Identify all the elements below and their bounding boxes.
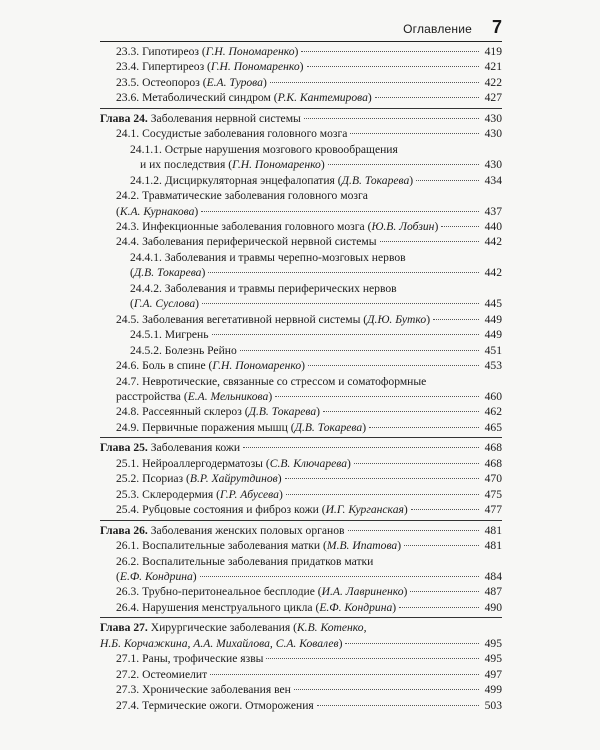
dot-leader xyxy=(243,447,479,448)
chapter-title: Заболевания женских половых органов xyxy=(150,523,345,537)
entry-author: Д.В. Токарева xyxy=(341,173,410,187)
entry-page: 442 xyxy=(484,235,502,249)
entry-number: 26.1. xyxy=(116,539,140,553)
entry-page: 462 xyxy=(484,405,502,419)
entry-title: Раны, трофические язвы xyxy=(142,652,264,666)
entry-page: 477 xyxy=(484,503,502,517)
entry-author: Е.Ф. Кондрина xyxy=(119,569,193,583)
entry-page: 434 xyxy=(484,173,502,187)
entry-number: 24.4. xyxy=(116,235,140,249)
entry-number: 23.6. xyxy=(116,91,140,105)
toc-entry[interactable]: 25.2. Псориаз (В.Р. Хайрутдинов) 470 xyxy=(116,472,502,486)
entry-number: 27.2. xyxy=(116,667,140,681)
toc-entry[interactable]: 23.4. Гипертиреоз (Г.Н. Пономаренко) 421 xyxy=(116,60,502,74)
dot-leader xyxy=(410,591,479,592)
entry-number: 27.3. xyxy=(116,683,140,697)
toc-entry[interactable]: 24.9. Первичные поражения мышц (Д.В. Токарева) 465 xyxy=(116,420,502,434)
entry-page: 497 xyxy=(484,667,502,681)
entry-page: 487 xyxy=(484,585,502,599)
dot-leader xyxy=(208,272,479,273)
entry-number: 24.9. xyxy=(116,420,140,434)
entry-page: 470 xyxy=(484,472,502,486)
toc-entry[interactable]: 24.1.2. Дисциркуляторная энцефалопатия (Д.В. Токарева) 434 xyxy=(130,173,502,187)
chapter-label: Глава 27. xyxy=(100,621,148,635)
header-title: Оглавление xyxy=(403,22,472,36)
dot-leader xyxy=(266,658,479,659)
entry-page: 449 xyxy=(484,312,502,326)
entry-page: 481 xyxy=(484,539,502,553)
dot-leader xyxy=(399,607,479,608)
toc-entry[interactable] xyxy=(100,698,502,713)
entry-author: И.Г. Курганская xyxy=(325,503,404,517)
entry-title: Нейроаллергодерматозы xyxy=(142,456,263,470)
dot-leader xyxy=(441,226,479,227)
entry-title-cont: расстройства xyxy=(116,389,181,403)
dot-leader xyxy=(350,133,479,134)
dot-leader xyxy=(411,509,479,510)
toc-chapter-24[interactable] xyxy=(100,111,502,126)
dot-leader xyxy=(323,411,479,412)
entry-author: М.В. Ипатова xyxy=(326,539,398,553)
dot-leader xyxy=(301,51,479,52)
entry-number: 24.1.2. xyxy=(130,173,162,187)
entry-author: Г.Н. Пономаренко xyxy=(210,60,300,74)
dot-leader xyxy=(328,164,479,165)
entry-number: 25.2. xyxy=(116,472,140,486)
entry-title: 24.1.1. Острые нарушения мозгового кровообращения xyxy=(130,142,398,156)
entry-title-cont: и их последствия xyxy=(140,158,226,172)
toc-entry[interactable] xyxy=(100,327,502,342)
entry-number: 23.4. xyxy=(116,60,140,74)
entry-title: 24.2. Травматические заболевания головного мозга xyxy=(116,189,368,203)
chapter-page: 481 xyxy=(484,523,502,537)
entry-title: Нарушения менструального цикла xyxy=(142,600,313,614)
entry-author: Е.А. Турова xyxy=(206,75,263,89)
entry-page: 451 xyxy=(484,343,502,357)
toc-entry[interactable]: 25.3. Склеродермия (Г.Р. Абусева) 475 xyxy=(116,487,502,501)
chapter-author: К.В. Котенко, xyxy=(296,621,367,635)
dot-leader xyxy=(285,478,479,479)
entry-page: 465 xyxy=(484,420,502,434)
table-of-contents xyxy=(100,44,502,713)
entry-number: 23.3. xyxy=(116,45,140,58)
toc-entry[interactable]: 24.7. Невротические, связанные со стрессом и соматоформные расстройства (Е.А. Мельникова) 460 xyxy=(116,374,502,403)
dot-leader xyxy=(294,689,479,690)
entry-number: 24.8. xyxy=(116,405,140,419)
entry-title: Дисциркуляторная энцефалопатия xyxy=(164,173,335,187)
dot-leader xyxy=(210,674,479,675)
entry-number: 24.6. xyxy=(116,359,140,373)
chapter-page: 495 xyxy=(484,636,502,650)
toc-entry[interactable]: 24.5. Заболевания вегетативной нервной системы (Д.Ю. Бутко) 449 xyxy=(116,312,502,326)
entry-author: Г.Р. Абусева xyxy=(219,487,279,501)
entry-title: Псориаз xyxy=(142,472,184,486)
dot-leader xyxy=(354,463,479,464)
toc-entry[interactable]: 23.5. Остеопороз (Е.А. Турова) 422 xyxy=(116,75,502,89)
entry-title: Термические ожоги. Отморожения xyxy=(142,698,314,712)
dot-leader xyxy=(270,82,479,83)
entry-number: 26.3. xyxy=(116,585,140,599)
book-page xyxy=(100,0,502,750)
entry-page: 499 xyxy=(484,683,502,697)
entry-author: Г.Н. Пономаренко xyxy=(205,45,295,58)
entry-author: И.А. Лавриненко xyxy=(321,585,404,599)
entry-page: 440 xyxy=(484,219,502,233)
entry-number: 24.1. xyxy=(116,127,140,141)
toc-entry[interactable]: 26.4. Нарушения менструального цикла (Е.Ф. Кондрина) 490 xyxy=(116,600,502,614)
entry-title: Склеродермия xyxy=(142,487,214,501)
chapter-title: Хирургические заболевания xyxy=(150,621,291,635)
header-rule xyxy=(100,41,502,42)
dot-leader xyxy=(380,241,479,242)
dot-leader xyxy=(202,303,479,304)
entry-title: Сосудистые заболевания головного мозга xyxy=(142,127,348,141)
dot-leader xyxy=(433,319,479,320)
entry-page: 421 xyxy=(484,60,502,74)
entry-author: Р.К. Кантемирова xyxy=(277,91,368,105)
entry-title: Воспалительные заболевания матки xyxy=(142,539,321,553)
entry-number: 25.1. xyxy=(116,456,140,470)
dot-leader xyxy=(348,530,479,531)
entry-title: Трубно-перитонеальное бесплодие xyxy=(142,585,315,599)
entry-page: 442 xyxy=(484,266,502,280)
entry-title: Остеомиелит xyxy=(142,667,208,681)
entry-author: Г.Н. Пономаренко xyxy=(232,158,321,172)
toc-entry[interactable]: 24.4.1. Заболевания и травмы черепно-мозговых нервов (Д.В. Токарева) 442 xyxy=(130,250,502,280)
chapter-divider xyxy=(100,617,502,618)
dot-leader xyxy=(201,211,479,212)
toc-entry[interactable]: 26.2. Воспалительные заболевания придатков матки (Е.Ф. Кондрина) 484 xyxy=(116,554,502,583)
entry-author: Е.А. Мельникова xyxy=(187,389,269,403)
toc-entry[interactable]: 23.3. Гипотиреоз (Г.Н. Пономаренко) 419 xyxy=(116,45,502,58)
toc-entry[interactable] xyxy=(100,651,502,666)
dot-leader xyxy=(369,427,479,428)
entry-author: К.А. Курнакова xyxy=(119,204,195,218)
dot-leader xyxy=(304,118,479,119)
running-header xyxy=(100,18,502,42)
entry-page: 475 xyxy=(484,487,502,501)
chapter-divider xyxy=(100,520,502,521)
dot-leader xyxy=(375,97,479,98)
entry-title: 24.4.2. Заболевания и травмы периферических нервов xyxy=(130,281,397,295)
toc-entry[interactable]: 25.4. Рубцовые состояния и фиброз кожи (И.Г. Курганская) 477 xyxy=(116,503,502,517)
toc-entry[interactable]: 24.2. Травматические заболевания головного мозга (К.А. Курнакова) 437 xyxy=(116,189,502,218)
entry-number: 24.5.1. xyxy=(130,328,162,342)
chapter-label: Глава 24. xyxy=(100,111,148,125)
toc-entry[interactable] xyxy=(100,667,502,682)
toc-entry[interactable]: 25.1. Нейроаллергодерматозы (С.В. Ключарева) 468 xyxy=(116,456,502,470)
chapter-page: 468 xyxy=(484,441,502,455)
dot-leader xyxy=(286,494,479,495)
entry-title: 26.2. Воспалительные заболевания придатков матки xyxy=(116,554,374,568)
entry-page: 445 xyxy=(484,297,502,311)
toc-entry[interactable]: 24.1.1. Острые нарушения мозгового кровообращения и их последствия (Г.Н. Пономаренко) 430 xyxy=(130,142,502,172)
dot-leader xyxy=(307,66,479,67)
chapter-divider xyxy=(100,108,502,109)
entry-title: Остеопороз xyxy=(142,75,200,89)
entry-page: 484 xyxy=(484,569,502,583)
entry-title: Хронические заболевания вен xyxy=(142,683,291,697)
entry-page: 437 xyxy=(484,204,502,218)
entry-title: Инфекционные заболевания головного мозга xyxy=(142,219,365,233)
toc-entry[interactable]: 24.6. Боль в спине (Г.Н. Пономаренко) 453 xyxy=(116,359,502,373)
entry-number: 25.3. xyxy=(116,487,140,501)
dot-leader xyxy=(200,576,479,577)
entry-author: Д.В. Токарева xyxy=(133,266,202,280)
chapter-label: Глава 26. xyxy=(100,523,148,537)
entry-title: Заболевания вегетативной нервной системы xyxy=(142,312,361,326)
chapter-divider xyxy=(100,437,502,438)
entry-author: С.В. Ключарева xyxy=(269,456,348,470)
toc-entry[interactable]: 23.6. Метаболический синдром (Р.К. Кантемирова) 427 xyxy=(116,91,502,105)
entry-title: Боль в спине xyxy=(142,359,206,373)
toc-entry[interactable]: 26.3. Трубно-перитонеальное бесплодие (И.А. Лавриненко) 487 xyxy=(116,585,502,599)
chapter-page: 430 xyxy=(484,111,502,125)
entry-number: 25.4. xyxy=(116,503,140,517)
entry-author: Г.Н. Пономаренко xyxy=(212,359,302,373)
entry-title: 24.7. Невротические, связанные со стрессом и соматоформные xyxy=(116,374,427,388)
chapter-title: Заболевания нервной системы xyxy=(150,111,301,125)
entry-title: Метаболический синдром xyxy=(142,91,271,105)
toc-entry[interactable] xyxy=(100,682,502,697)
entry-page: 495 xyxy=(484,652,502,666)
entry-author: В.Р. Хайрутдинов xyxy=(189,472,278,486)
entry-page: 503 xyxy=(484,698,502,712)
entry-page: 490 xyxy=(484,600,502,614)
toc-entry[interactable] xyxy=(100,234,502,249)
chapter-title: Заболевания кожи xyxy=(150,441,241,455)
entry-title: Мигрень xyxy=(164,328,209,342)
entry-author: Д.Ю. Бутко xyxy=(367,312,427,326)
dot-leader xyxy=(275,396,479,397)
entry-author: Д.В. Токарева xyxy=(294,420,363,434)
entry-page: 427 xyxy=(484,91,502,105)
entry-page: 422 xyxy=(484,75,502,89)
entry-number: 24.5.2. xyxy=(130,343,162,357)
entry-title: Рассеянный склероз xyxy=(142,405,242,419)
entry-number: 24.5. xyxy=(116,312,140,326)
chapter-authors-cont: Н.Б. Корчажкина, А.А. Михайлова, С.А. Ковалев xyxy=(100,636,339,650)
dot-leader xyxy=(404,545,479,546)
toc-entry[interactable] xyxy=(100,343,502,358)
entry-page: 419 xyxy=(484,45,502,58)
entry-author: Г.А. Суслова xyxy=(133,297,196,311)
dot-leader xyxy=(317,705,479,706)
entry-number: 27.4. xyxy=(116,698,140,712)
entry-title: Первичные поражения мышц xyxy=(142,420,288,434)
entry-title: Гипертиреоз xyxy=(142,60,205,74)
entry-page: 460 xyxy=(484,389,502,403)
toc-entry[interactable]: 24.4.2. Заболевания и травмы периферических нервов (Г.А. Суслова) 445 xyxy=(130,281,502,311)
header-page-number: 7 xyxy=(491,17,502,37)
entry-title: Болезнь Рейно xyxy=(164,343,237,357)
toc-chapter-27[interactable]: Глава 27. Хирургические заболевания (К.В. Котенко, Н.Б. Корчажкина, А.А. Михайлова, С.А. Ковалев) 495 xyxy=(100,621,502,650)
entry-author: Ю.В. Лобзин xyxy=(371,219,435,233)
toc-entry[interactable] xyxy=(100,126,502,141)
entry-title: Гипотиреоз xyxy=(142,45,199,58)
entry-author: Д.В. Токарева xyxy=(248,405,317,419)
dot-leader xyxy=(240,350,479,351)
dot-leader xyxy=(212,334,480,335)
dot-leader xyxy=(416,180,479,181)
dot-leader xyxy=(345,643,479,644)
chapter-label: Глава 25. xyxy=(100,441,148,455)
dot-leader xyxy=(308,365,479,366)
toc-entry[interactable]: 26.1. Воспалительные заболевания матки (М.В. Ипатова) 481 xyxy=(116,539,502,553)
toc-chapter-26[interactable] xyxy=(100,523,502,538)
entry-page: 453 xyxy=(484,359,502,373)
entry-number: 23.5. xyxy=(116,75,140,89)
toc-chapter-25[interactable] xyxy=(100,440,502,455)
entry-title: 24.4.1. Заболевания и травмы черепно-мозговых нервов xyxy=(130,250,406,264)
entry-title: Рубцовые состояния и фиброз кожи xyxy=(142,503,319,517)
entry-number: 24.3. xyxy=(116,219,140,233)
toc-entry[interactable]: 24.8. Рассеянный склероз (Д.В. Токарева) 462 xyxy=(116,405,502,419)
entry-page: 449 xyxy=(484,328,502,342)
entry-page: 430 xyxy=(484,158,502,172)
entry-number: 26.4. xyxy=(116,600,140,614)
entry-number: 27.1. xyxy=(116,652,140,666)
entry-title: Заболевания периферической нервной системы xyxy=(142,235,377,249)
toc-entry[interactable]: 24.3. Инфекционные заболевания головного мозга (Ю.В. Лобзин) 440 xyxy=(116,219,502,233)
entry-page: 430 xyxy=(484,127,502,141)
entry-page: 468 xyxy=(484,456,502,470)
entry-author: Е.Ф. Кондрина xyxy=(319,600,393,614)
